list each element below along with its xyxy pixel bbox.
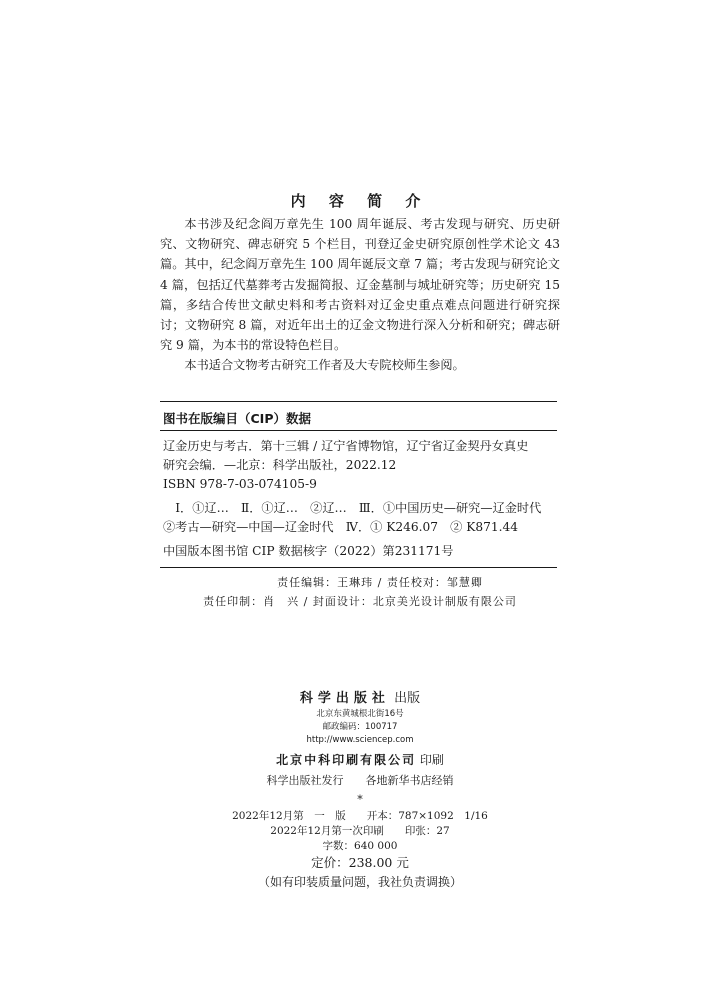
- summary-body: [160, 214, 560, 376]
- quality-note: （如有印装质量问题，我社负责调换）: [257, 875, 462, 889]
- publication-info: [0, 690, 720, 892]
- price: 定价：238.00 元: [311, 855, 409, 870]
- cip-title-line: 研究会编．—北京：科学出版社，2022.12: [163, 458, 397, 472]
- separator-star: *: [357, 793, 363, 806]
- publisher-address: 北京东黄城根北街16号: [316, 709, 404, 719]
- cip-verification: 中国版本图书馆 CIP 数据核字（2022）第231171号: [163, 544, 454, 558]
- summary-paragraph: 本书适合文物考古研究工作者及大专院校师生参阅。: [184, 358, 465, 373]
- cip-top-rule: [160, 401, 557, 402]
- cip-subject-line: ②考古—研究—中国—辽金时代 Ⅳ．① K246.07 ② K871.44: [163, 520, 518, 534]
- word-count: 字数：640 000: [322, 840, 398, 852]
- editor-credits: 责任编辑：王琳玮 / 责任校对：邹慧卿: [277, 576, 483, 589]
- publisher-website: http://www.sciencep.com: [306, 735, 414, 745]
- cip-bottom-rule: [160, 567, 557, 568]
- publisher-line: [0, 690, 720, 708]
- staff-credits: [0, 573, 720, 611]
- cip-subject-line: Ⅰ．①辽… Ⅱ．①辽… ②辽… Ⅲ．①中国历史—研究—辽金时代: [175, 501, 542, 515]
- publisher-postcode: 邮政编码：100717: [322, 722, 398, 732]
- cip-heading-rule: [160, 430, 557, 431]
- cip-heading: 图书在版编目（CIP）数据: [163, 411, 311, 426]
- publisher-name: 科学出版社: [299, 691, 390, 706]
- distribution-line: 科学出版社发行 各地新华书店经销: [266, 774, 454, 787]
- production-credits: 责任印制：肖 兴 / 封面设计：北京美光设计制版有限公司: [203, 595, 517, 608]
- summary-title: 内 容 简 介: [290, 192, 430, 210]
- printer-name: 北京中科印刷有限公司: [276, 753, 417, 767]
- cip-title-line: 辽金历史与考古．第十三辑 / 辽宁省博物馆，辽宁省辽金契丹女真史: [163, 439, 529, 453]
- summary-paragraph: 本书涉及纪念阎万章先生 100 周年诞辰、考古发现与研究、历史研究、文物研究、碑志研究 5 个栏目，刊登辽金史研究原创性学术论文 43 篇。其中，纪念阎万章先生 100 周年诞辰文章 7 篇；考古发现与研究论文 4 篇，包括辽代墓葬考古发掘简报、辽金墓制与城址研究等；历史研究 15 篇，多结合传世文献史料和考古资料对辽金史重点难点问题进行研究探讨；文物研究 8 篇，对近年出土的辽金文物进行深入分析和研究；碑志研究 9 篇，为本书的常设特色栏目。: [160, 217, 560, 353]
- printing-line: 2022年12月第一次印刷 印张：27: [270, 825, 450, 837]
- publisher-suffix: 出版: [394, 691, 421, 706]
- printer-suffix: 印刷: [419, 753, 444, 767]
- edition-line: 2022年12月第 一 版 开本：787×1092 1/16: [232, 810, 488, 822]
- cip-record: [163, 437, 557, 561]
- cip-isbn: ISBN 978-7-03-074105-9: [163, 477, 317, 491]
- printer-line: [0, 749, 720, 771]
